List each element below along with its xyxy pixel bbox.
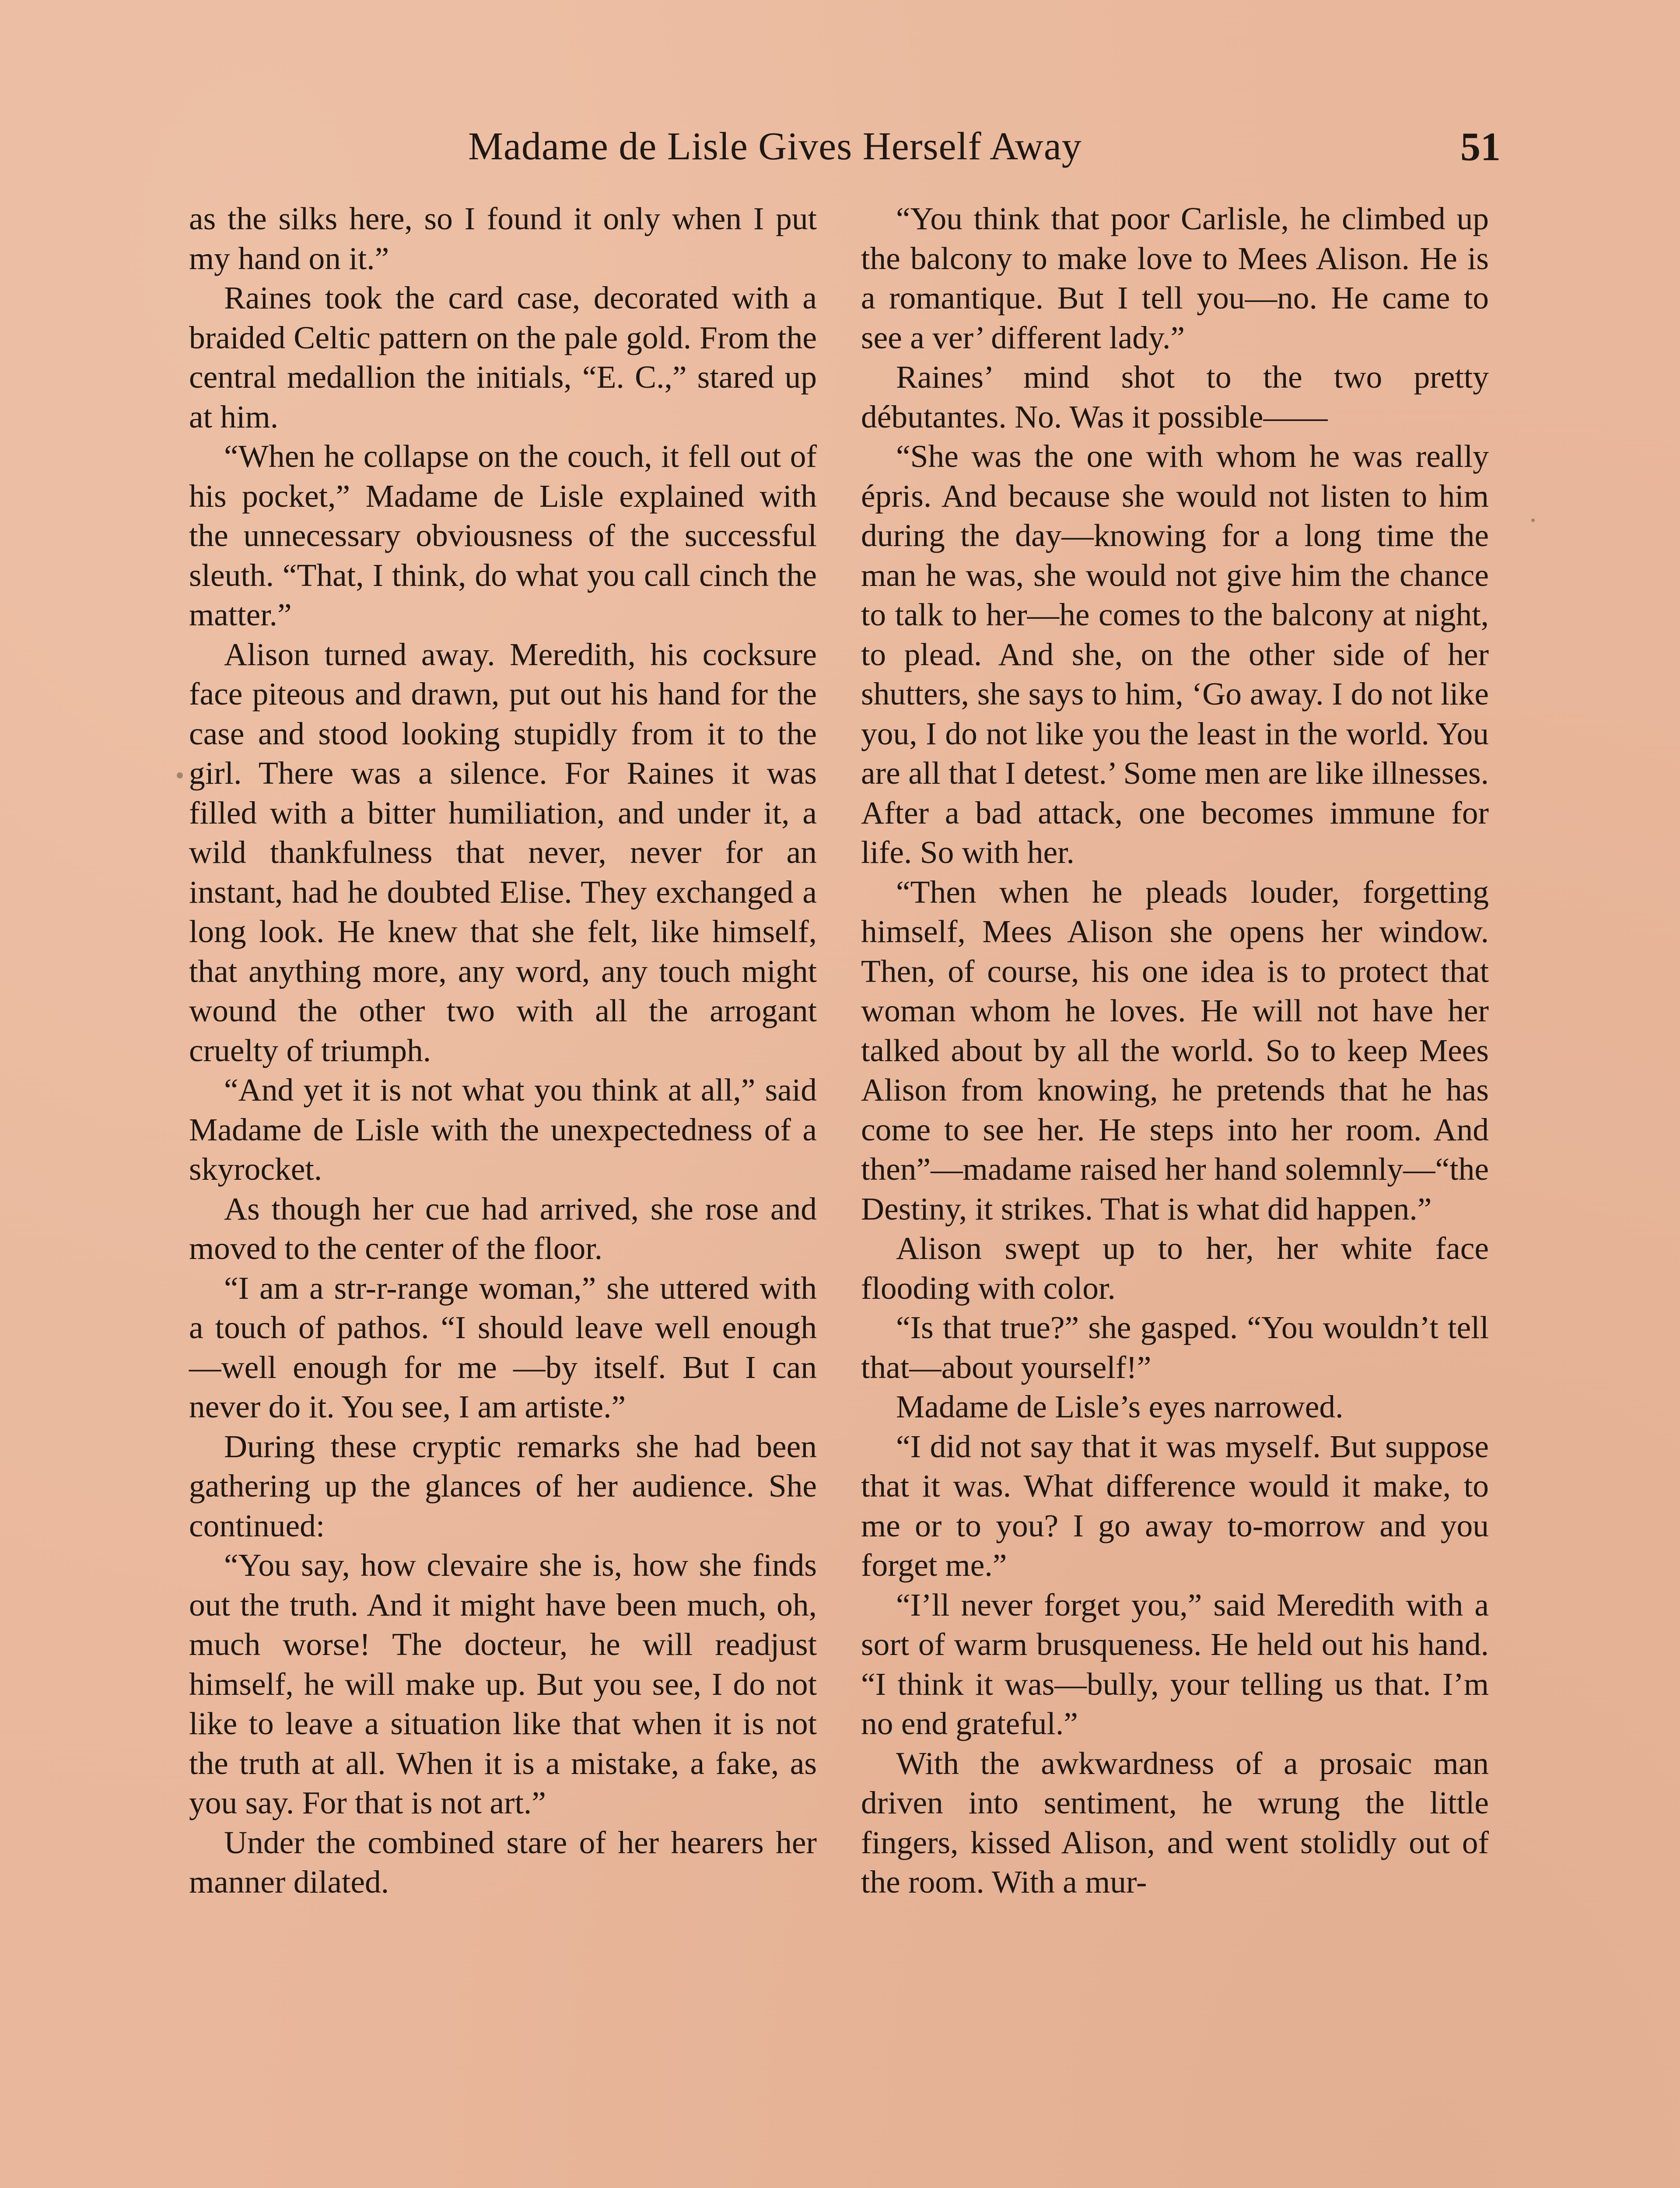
paragraph: “Then when he pleads louder, forgetting himself, Mees Alison she opens her window. Then, of course, his one idea is to protect that woman whom he loves. He will not have her talked about by all the world. So to keep Mees Alison from knowing, he pretends that he has come to see her. He steps into her room. And then”—madame raised her hand solemnly—“the Destiny, it strikes. That is what did happen.” (861, 874, 1489, 1227)
paragraph: “Is that true?” she gasped. “You wouldn’t tell that—about yourself!” (861, 1310, 1489, 1385)
paper-speck (177, 772, 183, 778)
paragraph: Under the combined stare of her hearers her manner dilated. (189, 1824, 817, 1900)
paragraph: as the silks here, so I found it only when I put my hand on it.” (189, 201, 817, 276)
paragraph: “I am a str-r-range woman,” she uttered with a touch of pathos. “I should leave well enough—well enough for me —by itself. But I can never do it. You see, I am artiste.” (189, 1270, 817, 1424)
paragraph: “When he collapse on the couch, it fell out of his pocket,” Madame de Lisle explained with the unnecessary obviousness of the successful sleuth. “That, I think, do what you call cinch the matter.” (189, 438, 817, 632)
running-title: Madame de Lisle Gives Herself Away (468, 125, 1082, 168)
paragraph: Madame de Lisle’s eyes narrowed. (896, 1389, 1344, 1424)
paragraph: Alison swept up to her, her white face flooding with color. (861, 1231, 1489, 1306)
paragraph: During these cryptic remarks she had been gathering up the glances of her audience. She continued: (189, 1428, 817, 1543)
right-column (861, 199, 1489, 1902)
paragraph: Raines’ mind shot to the two pretty débutantes. No. Was it possible—— (861, 359, 1489, 435)
paragraph: As though her cue had arrived, she rose and moved to the center of the floor. (189, 1191, 817, 1266)
paragraph: Alison turned away. Meredith, his cocksure face piteous and drawn, put out his hand for the case and stood looking stupidly from it to the girl. There was a silence. For Raines it was filled with a bitter humiliation, and under it, a wild thankfulness that never, never for an instant, had he doubted Elise. They exchanged a long look. He knew that she felt, like himself, that anything more, any word, any touch might wound the other two with all the arrogant cruelty of triumph. (189, 636, 817, 1068)
paragraph: With the awkwardness of a prosaic man driven into sentiment, he wrung the little fingers, kissed Alison, and went stolidly out of the room. With a mur- (861, 1745, 1489, 1900)
paragraph: “And yet it is not what you think at all,” said Madame de Lisle with the unexpectedness of a skyrocket. (189, 1072, 817, 1187)
paper-speck (1531, 519, 1535, 522)
page-number: 51 (1460, 124, 1501, 169)
page-header (188, 118, 1509, 175)
paragraph: Raines took the card case, decorated with a braided Celtic pattern on the pale gold. From the central medallion the initials, “E. C.,” stared up at him. (189, 280, 817, 435)
paragraph: “I did not say that it was myself. But suppose that it was. What difference would it make, to me or to you? I go away to-morrow and you forget me.” (861, 1428, 1489, 1583)
paragraph: “She was the one with whom he was really épris. And because she would not listen to him during the day—knowing for a long time the man he was, she would not give him the chance to talk to her—he comes to the balcony at night, to plead. And she, on the other side of her shutters, she says to him, ‘Go away. I do not like you, I do not like you the least in the world. You are all that I detest.’ Some men are like illnesses. After a bad attack, one becomes immune for life. So with her. (861, 438, 1489, 870)
paragraph: “You think that poor Carlisle, he climbed up the balcony to make love to Mees Alison. He is a romantique. But I tell you—no. He came to see a ver’ different lady.” (861, 201, 1489, 355)
left-column (189, 199, 817, 1902)
paragraph: “I’ll never forget you,” said Meredith with a sort of warm brusqueness. He held out his hand. “I think it was—bully, your telling us that. I’m no end grateful.” (861, 1587, 1489, 1741)
paragraph: “You say, how clevaire she is, how she finds out the truth. And it might have been much, oh, much worse! The docteur, he will readjust himself, he will make up. But you see, I do not like to leave a situation like that when it is not the truth at all. When it is a mistake, a fake, as you say. For that is not art.” (189, 1547, 817, 1820)
